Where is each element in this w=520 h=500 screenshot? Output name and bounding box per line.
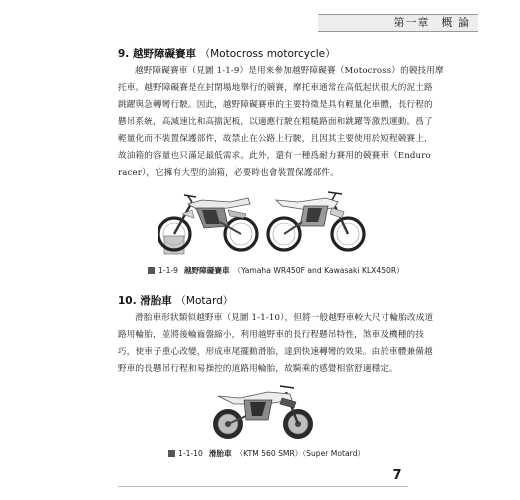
section-title-motocross — [118, 46, 336, 61]
text-line: 跳躍與急轉彎行駛。因此，越野障礙賽車的主要特徵是具有輕量化車體，長行程的 — [118, 100, 433, 110]
figure-number: 1-1-10 — [178, 449, 203, 458]
figure-title: 滑胎車 — [208, 449, 232, 458]
text-line: 巧，使車子重心改變，形成車尾擺動滑胎，達到快速轉彎的效果。由於車體兼備越 — [118, 347, 433, 357]
yamaha-dirt-bike-drawing — [158, 195, 257, 254]
page-number: 7 — [392, 468, 402, 483]
paragraph-motocross — [118, 63, 444, 182]
figure-caption-1-1-9 — [148, 265, 404, 276]
supermoto-bike-image — [210, 380, 318, 442]
section-number: 10. — [118, 295, 137, 307]
section-title-zh: 滑胎車 — [140, 295, 172, 307]
kawasaki-dirt-bike-drawing — [268, 192, 364, 250]
text-line: 越野障礙賽車（見圖 1-1-9）是用來參加越野障礙賽（Motocross）的競技用摩 — [135, 66, 444, 76]
figure-supermoto — [210, 380, 318, 442]
figure-marker-icon — [168, 450, 175, 457]
text-line: 托車。越野障礙賽是在封閉場地舉行的競賽，摩托車通常在高低起伏很大的泥土路 — [118, 83, 433, 93]
text-line: 懸吊系統，高減速比和高擋泥板，以適應行駛在粗糙路面和跳躍等激烈運動。爲了 — [118, 117, 433, 127]
footer-divider — [118, 486, 408, 487]
section-title-en: （Motocross motorcycle） — [199, 48, 336, 60]
text-line: 滑胎車形狀類似越野車（見圖 1-1-10），但將一般越野車較大尺寸輪胎改成道 — [135, 313, 434, 323]
chapter-header: 第一章 概 論 — [318, 14, 478, 32]
dirt-bikes-image — [158, 180, 368, 258]
text-line: racer），它擁有大型的油箱，必要時也會裝置保護部件。 — [118, 168, 339, 178]
figure-motocross-bikes — [158, 180, 368, 258]
section-title-motard — [118, 293, 233, 308]
text-line: 路用輪胎，並將後輪齒盤縮小，利用越野車的長行程懸吊特性，煞車及機種的技 — [118, 330, 425, 340]
figure-number: 1-1-9 — [158, 266, 178, 275]
section-number: 9. — [118, 48, 130, 60]
text-line: 野車的長懸吊行程和易操控的道路用輪胎，故騎乘的感覺相當舒適穩定。 — [118, 364, 398, 374]
text-line: 故油箱的容量也只滿足最低需求。此外，還有一種爲耐力賽用的競賽車（Enduro — [118, 151, 431, 161]
section-title-zh: 越野障礙賽車 — [132, 48, 196, 60]
figure-title: 越野障礙賽車 — [183, 266, 230, 275]
figure-marker-icon — [148, 267, 155, 274]
figure-detail: （Yamaha WR450F and Kawasaki KLX450R） — [233, 266, 404, 275]
figure-caption-1-1-10 — [168, 448, 365, 459]
text-line: 輕量化而不裝置保護部件，故禁止在公路上行駛，且因其主要使用於短程競賽上， — [118, 134, 433, 144]
section-title-en: （Motard） — [175, 295, 234, 307]
paragraph-motard — [118, 310, 434, 378]
figure-detail: （KTM 560 SMR）（Super Motard） — [235, 449, 366, 458]
